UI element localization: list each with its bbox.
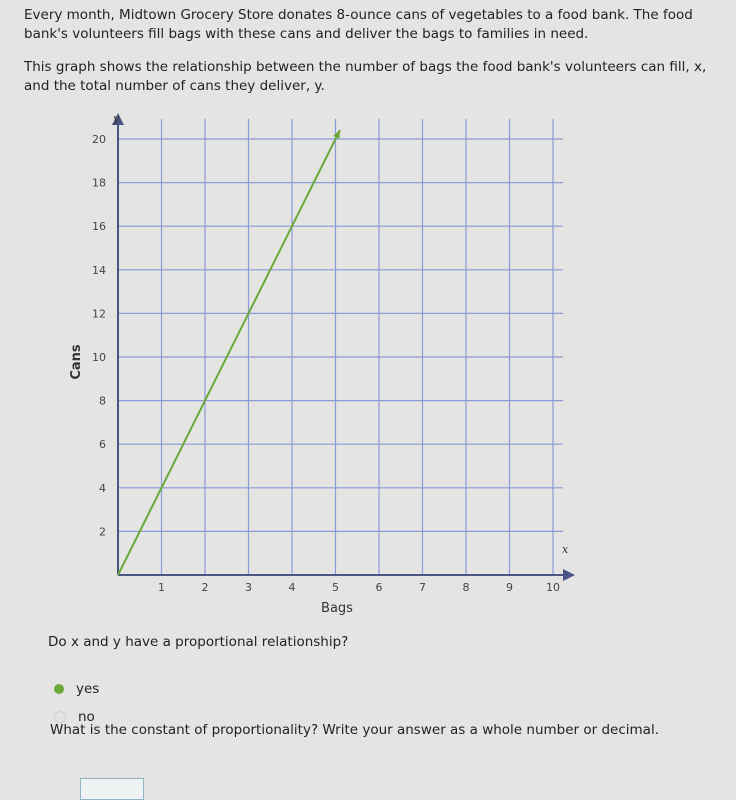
x-tick-label: 2 xyxy=(201,581,209,594)
x-tick-label: 7 xyxy=(419,581,426,594)
y-axis-label: Cans xyxy=(69,344,84,380)
y-axis-variable: y xyxy=(113,112,120,125)
radio-option-yes[interactable] xyxy=(54,681,99,697)
intro-paragraph-2: This graph shows the relationship between the number of bags the food bank's volunteers can fill, x, and the total number of cans they deliver, y. xyxy=(24,59,707,94)
intro-paragraph-1: Every month, Midtown Grocery Store donates 8-ounce cans of vegetables to a food bank. The food bank's volunteers fill bags with these cans and deliver the bags to families in need. xyxy=(24,7,693,42)
question-constant: What is the constant of proportionality? Write your answer as a whole number or decimal. xyxy=(50,722,659,738)
constant-answer-input[interactable] xyxy=(80,778,144,800)
x-tick-label: 6 xyxy=(375,581,383,594)
x-tick-label: 10 xyxy=(546,581,560,594)
x-axis-variable: x xyxy=(562,543,569,556)
chart-tick-labels xyxy=(92,133,560,594)
y-tick-label: 6 xyxy=(99,438,106,452)
y-tick-label: 10 xyxy=(92,351,106,364)
radio-selected-icon[interactable] xyxy=(54,684,64,694)
x-tick-label: 9 xyxy=(506,581,513,594)
x-tick-label: 1 xyxy=(158,581,165,594)
radio-label-no: no xyxy=(78,709,95,725)
y-tick-label: 20 xyxy=(92,133,106,146)
y-tick-label: 16 xyxy=(92,220,106,234)
chart-grid xyxy=(118,119,563,575)
y-tick-label: 12 xyxy=(92,307,106,321)
y-tick-label: 2 xyxy=(99,525,106,539)
radio-label-yes: yes xyxy=(76,681,100,697)
chart-series-line xyxy=(118,130,340,575)
x-axis-arrow-icon xyxy=(563,569,575,581)
y-tick-label: 4 xyxy=(99,481,106,495)
x-axis-label: Bags xyxy=(321,601,353,616)
y-tick-label: 8 xyxy=(99,394,106,408)
x-tick-label: 5 xyxy=(332,581,339,594)
question-proportional: Do x and y have a proportional relationship? xyxy=(48,634,349,650)
x-tick-label: 3 xyxy=(245,581,252,594)
x-tick-label: 4 xyxy=(288,581,296,594)
y-tick-label: 18 xyxy=(92,176,106,190)
y-tick-label: 14 xyxy=(92,263,106,277)
x-tick-label: 8 xyxy=(462,581,470,594)
